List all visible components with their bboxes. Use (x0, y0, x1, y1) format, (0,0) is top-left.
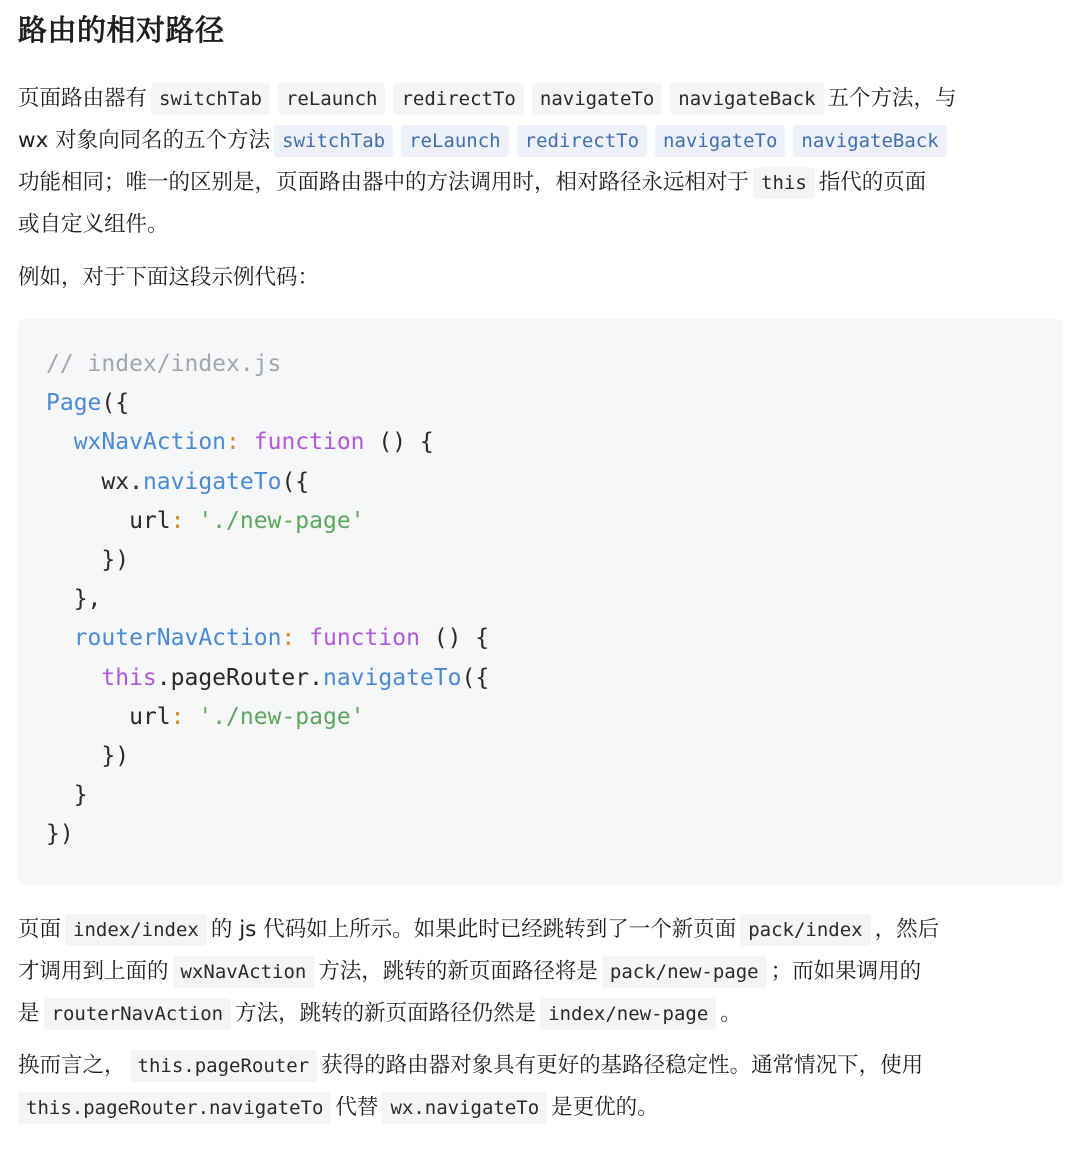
code-string: './new-page' (198, 703, 365, 730)
code-key: routerNavAction (73, 625, 282, 652)
text: 或自定义组件。 (18, 212, 169, 237)
summary-paragraph (18, 1045, 1062, 1129)
code-keyword: function (253, 429, 365, 456)
intro-paragraph (18, 78, 1062, 246)
inline-code-link[interactable]: redirectTo (517, 125, 647, 157)
code-identifier: wx (101, 468, 130, 495)
code-punct: }) (101, 547, 130, 574)
code-method: navigateTo (142, 468, 282, 495)
example-intro: 例如，对于下面这段示例代码： (18, 265, 320, 290)
code-identifier: url (129, 703, 171, 730)
text: ，然后 (874, 917, 940, 942)
code-punct: }) (101, 743, 130, 770)
text: wx 对象向同名的五个方法 (18, 128, 271, 153)
text: 才调用到上面的 (18, 959, 169, 984)
text: 五个方法，与 (827, 86, 957, 111)
code-identifier: pageRouter (170, 664, 310, 691)
text: 获得的路由器对象具有更好的基路径稳定性。通常情况下，使用 (321, 1053, 924, 1078)
code-punct: () { (419, 625, 490, 652)
code-punct: . (156, 664, 171, 691)
inline-code: pack/index (740, 914, 870, 946)
explanation-paragraph (18, 909, 1062, 1035)
code-punct: } (73, 782, 88, 809)
code-block (18, 319, 1063, 885)
text: 。 (720, 1001, 742, 1026)
text: 方法，跳转的新页面路径仍然是 (235, 1001, 537, 1026)
text: 页面路由器有 (18, 86, 148, 111)
inline-code: reLaunch (278, 83, 386, 115)
inline-code: routerNavAction (44, 998, 232, 1030)
code-keyword: function (309, 625, 420, 652)
inline-code-link[interactable]: navigateBack (793, 125, 946, 157)
inline-code: index/index (65, 914, 207, 946)
code-punct: ({ (461, 664, 490, 691)
inline-code: this.pageRouter.navigateTo (18, 1092, 331, 1124)
code-colon: : (281, 625, 296, 652)
code-colon: : (226, 429, 240, 456)
code-string: './new-page' (198, 507, 365, 534)
text: 是更优的。 (551, 1095, 659, 1120)
text: 的 js 代码如上所示。如果此时已经跳转到了一个新页面 (210, 917, 737, 942)
text: 指代的页面 (818, 170, 927, 195)
inline-code: navigateTo (532, 83, 662, 115)
inline-code: this (753, 167, 815, 199)
inline-code: wx.navigateTo (382, 1092, 547, 1124)
code-punct: . (129, 468, 143, 495)
code-colon: : (170, 703, 185, 730)
text: 换而言之， (18, 1053, 126, 1078)
code-punct: ({ (101, 390, 130, 417)
inline-code-link[interactable]: reLaunch (401, 125, 509, 157)
article-heading: 路由的相对路径 (18, 13, 225, 47)
code-punct: }, (73, 586, 102, 613)
code-punct: () { (364, 429, 434, 456)
text: 方法，跳转的新页面路径将是 (318, 959, 598, 984)
inline-code-link[interactable]: switchTab (274, 125, 393, 157)
inline-code: index/new-page (540, 998, 716, 1030)
inline-code: redirectTo (393, 83, 523, 115)
code-content (46, 345, 1035, 855)
code-punct: . (309, 664, 323, 691)
code-page-call: Page (46, 390, 102, 417)
code-method: navigateTo (322, 664, 462, 691)
inline-code-link[interactable]: navigateTo (655, 125, 785, 157)
code-punct: }) (46, 821, 74, 848)
inline-code: wxNavAction (173, 956, 315, 988)
code-colon: : (170, 507, 185, 534)
text: 功能相同；唯一的区别是，页面路由器中的方法调用时，相对路径永远相对于 (18, 170, 750, 195)
code-key: wxNavAction (73, 429, 227, 456)
inline-code: switchTab (151, 83, 270, 115)
inline-code: pack/new-page (602, 956, 767, 988)
text: 是 (18, 1001, 40, 1026)
text: 页面 (18, 917, 62, 942)
text: 代替 (335, 1095, 379, 1120)
inline-code: this.pageRouter (130, 1050, 318, 1082)
code-keyword: this (101, 664, 157, 691)
text: ；而如果调用的 (770, 959, 922, 984)
code-punct: ({ (281, 468, 310, 495)
code-identifier: url (129, 507, 171, 534)
inline-code: navigateBack (670, 83, 823, 115)
code-comment: // index/index.js (46, 351, 282, 377)
